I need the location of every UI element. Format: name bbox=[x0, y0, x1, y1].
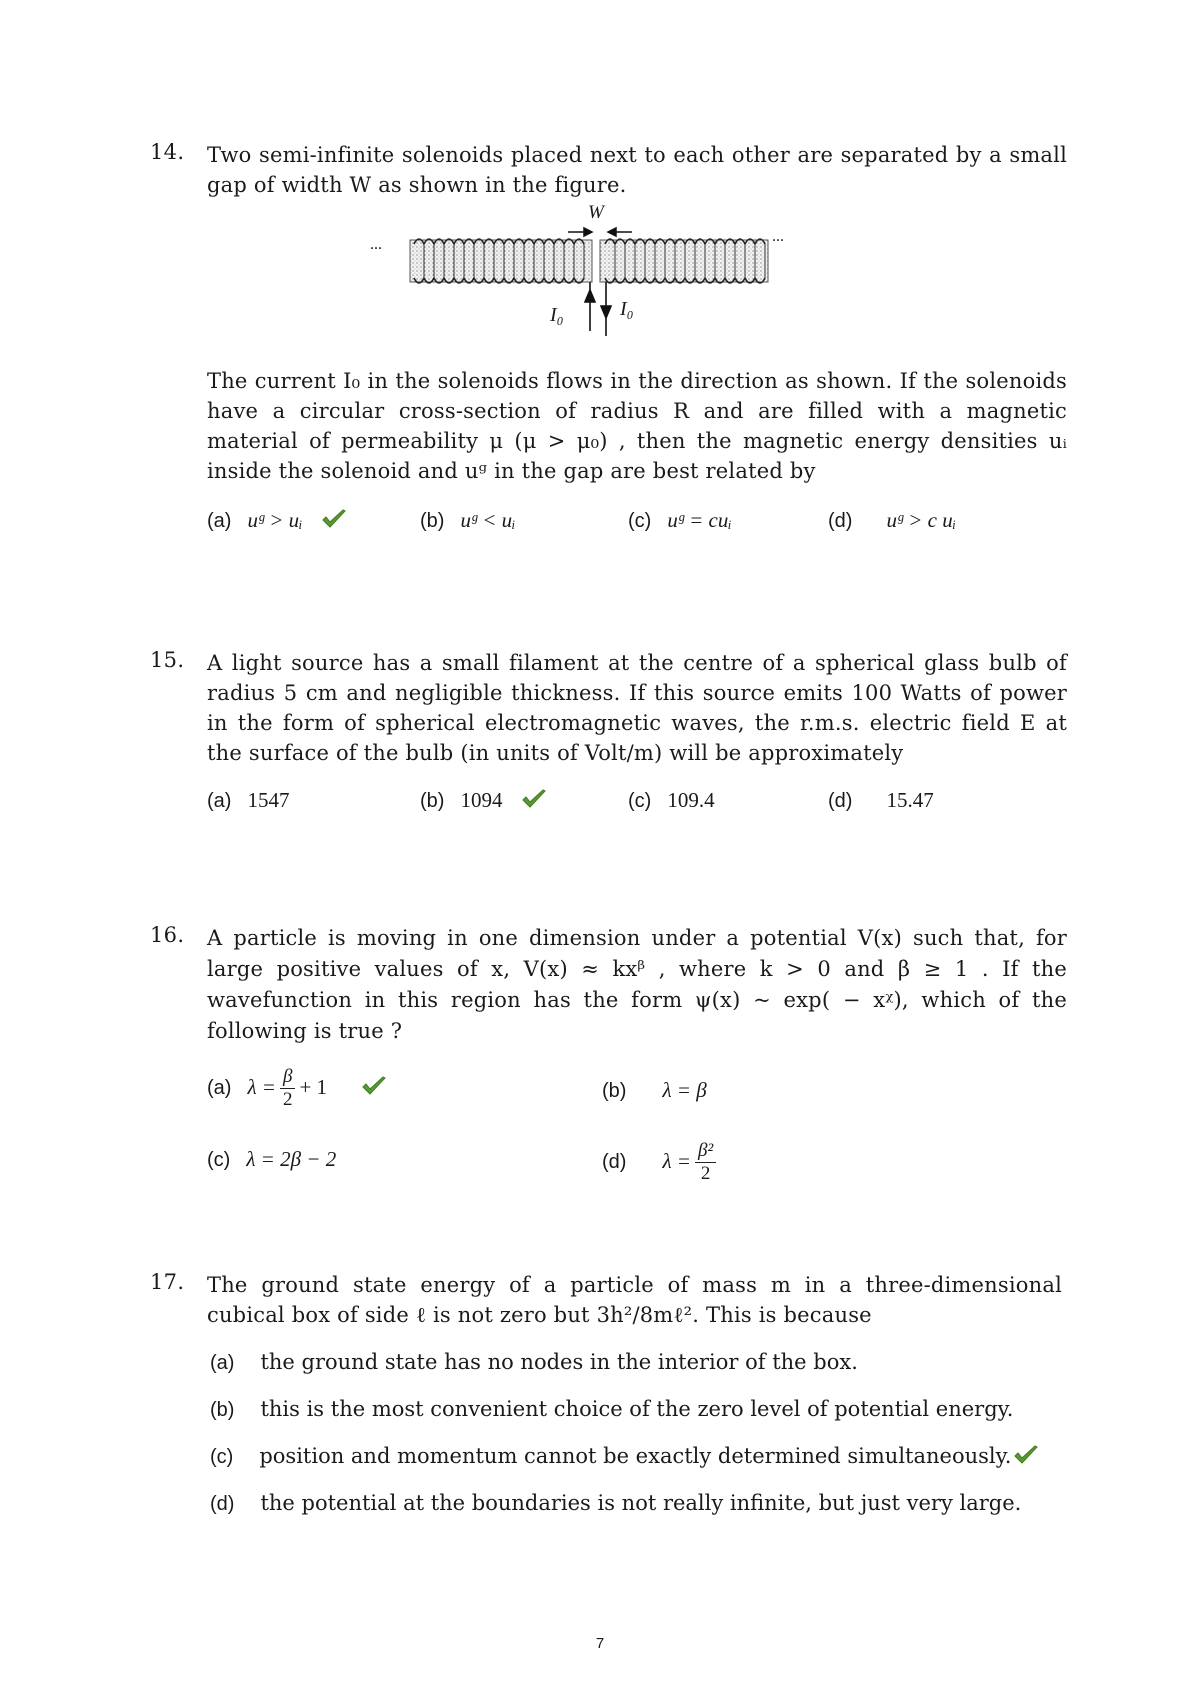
correct-check-icon bbox=[1013, 1444, 1039, 1471]
q15-option-c[interactable] bbox=[628, 788, 715, 813]
option-fraction bbox=[695, 1140, 716, 1185]
q15-option-d[interactable] bbox=[828, 788, 934, 813]
option-value: the ground state has no nodes in the interior of the box. bbox=[260, 1350, 858, 1374]
option-label: (d) bbox=[602, 1151, 627, 1173]
option-label: (a) bbox=[207, 790, 232, 812]
option-label: (c) bbox=[628, 510, 652, 532]
option-label: (d) bbox=[828, 790, 853, 812]
q17-option-d[interactable] bbox=[210, 1491, 1021, 1516]
option-label: (b) bbox=[420, 510, 445, 532]
fraction-numerator: β bbox=[280, 1066, 295, 1089]
q14-option-a[interactable] bbox=[207, 508, 347, 535]
correct-check-icon bbox=[321, 508, 347, 535]
question-number: 16. bbox=[150, 923, 185, 947]
question-number: 14. bbox=[150, 140, 185, 164]
current-label-right: I₀ bbox=[620, 298, 634, 320]
question-text: A particle is moving in one dimension under a potential V(x) such that, for large positive values of x, V(x) ≈ kxᵝ , where k > 0 and β ≥ 1 . If the wavefunction in this region has the form ψ(x) ~ exp( − xᵡ), which of the following is true ? bbox=[207, 926, 1067, 1043]
gap-width-label: W bbox=[588, 202, 604, 223]
option-label: (d) bbox=[210, 1493, 235, 1515]
fraction-denominator: 2 bbox=[282, 1089, 293, 1110]
q15-option-a[interactable] bbox=[207, 788, 289, 813]
left-solenoid-core bbox=[410, 240, 592, 282]
current-leads bbox=[585, 282, 611, 336]
question-text: A light source has a small filament at the centre of a spherical glass bulb of radius 5 cm and negligible thickness. If this source emits 100 Watts of power in the form of spherical electromagnetic waves, the r.m.s. electric field E at the surface of the bulb (in units of Volt/m) will be approximately bbox=[207, 651, 1067, 765]
option-value: λ = β bbox=[662, 1078, 707, 1102]
option-value: uᵍ > uᵢ bbox=[247, 508, 303, 532]
option-value: 15.47 bbox=[886, 788, 934, 812]
q17-option-c[interactable] bbox=[210, 1444, 1039, 1471]
option-rhs: + 1 bbox=[299, 1075, 328, 1099]
option-label: (d) bbox=[828, 510, 853, 532]
gap-arrows bbox=[568, 228, 632, 236]
question-text: The current I₀ in the solenoids flows in the direction as shown. If the solenoids have a circular cross-section of radius R and are filled with a magnetic material of permeability μ (μ > μ₀) , then the magnetic energy densities uᵢ inside the solenoid and uᵍ in the gap are best related by bbox=[207, 369, 1067, 483]
right-dots: ... bbox=[772, 228, 784, 245]
option-value: the potential at the boundaries is not really infinite, but just very large. bbox=[260, 1491, 1022, 1515]
correct-check-icon bbox=[361, 1075, 387, 1102]
option-value: λ = 2β − 2 bbox=[246, 1147, 337, 1171]
option-value: uᵍ > c uᵢ bbox=[886, 508, 957, 532]
q14-option-b[interactable] bbox=[420, 508, 515, 533]
left-dots: ... bbox=[370, 236, 382, 253]
q17-option-b[interactable] bbox=[210, 1397, 1013, 1422]
option-value: this is the most convenient choice of the zero level of potential energy. bbox=[260, 1397, 1014, 1421]
q16-option-a[interactable] bbox=[207, 1066, 387, 1111]
question-number: 15. bbox=[150, 648, 185, 672]
option-value: 1094 bbox=[460, 788, 503, 812]
option-lhs: λ = bbox=[662, 1149, 691, 1173]
q16-option-c[interactable] bbox=[207, 1147, 336, 1172]
option-label: (c) bbox=[207, 1149, 231, 1171]
page-number: 7 bbox=[595, 1635, 605, 1652]
option-value: 109.4 bbox=[667, 788, 715, 812]
option-label: (b) bbox=[602, 1080, 627, 1102]
option-value: uᵍ = cuᵢ bbox=[667, 508, 732, 532]
solenoid-figure bbox=[370, 202, 800, 347]
q14-option-c[interactable] bbox=[628, 508, 732, 533]
option-value: position and momentum cannot be exactly determined simultaneously. bbox=[259, 1444, 1012, 1468]
question-text: Two semi-infinite solenoids placed next to each other are separated by a small gap of width W as shown in the figure. bbox=[207, 143, 1067, 197]
option-value: uᵍ < uᵢ bbox=[460, 508, 516, 532]
option-label: (a) bbox=[210, 1352, 235, 1374]
current-label-left: I₀ bbox=[550, 304, 564, 326]
correct-check-icon bbox=[521, 788, 547, 815]
q14-option-d[interactable] bbox=[828, 508, 956, 533]
option-label: (c) bbox=[628, 790, 652, 812]
option-label: (a) bbox=[207, 510, 232, 532]
question-number: 17. bbox=[150, 1270, 185, 1294]
option-label: (b) bbox=[420, 790, 445, 812]
option-label: (b) bbox=[210, 1399, 235, 1421]
option-label: (c) bbox=[210, 1446, 234, 1468]
solenoid-diagram bbox=[400, 218, 800, 343]
q16-option-b[interactable] bbox=[602, 1078, 707, 1103]
option-lhs: λ = bbox=[247, 1075, 276, 1099]
option-value: 1547 bbox=[247, 788, 290, 812]
fraction-numerator: β² bbox=[695, 1140, 716, 1163]
q16-option-d[interactable] bbox=[602, 1140, 720, 1185]
option-label: (a) bbox=[207, 1077, 232, 1099]
q15-option-b[interactable] bbox=[420, 788, 547, 815]
option-fraction bbox=[280, 1066, 295, 1111]
fraction-denominator: 2 bbox=[700, 1163, 711, 1184]
q17-option-a[interactable] bbox=[210, 1350, 858, 1375]
question-text: The ground state energy of a particle of mass m in a three-dimensional cubical box of side ℓ is not zero but 3h²/8mℓ². This is because bbox=[207, 1273, 1062, 1327]
